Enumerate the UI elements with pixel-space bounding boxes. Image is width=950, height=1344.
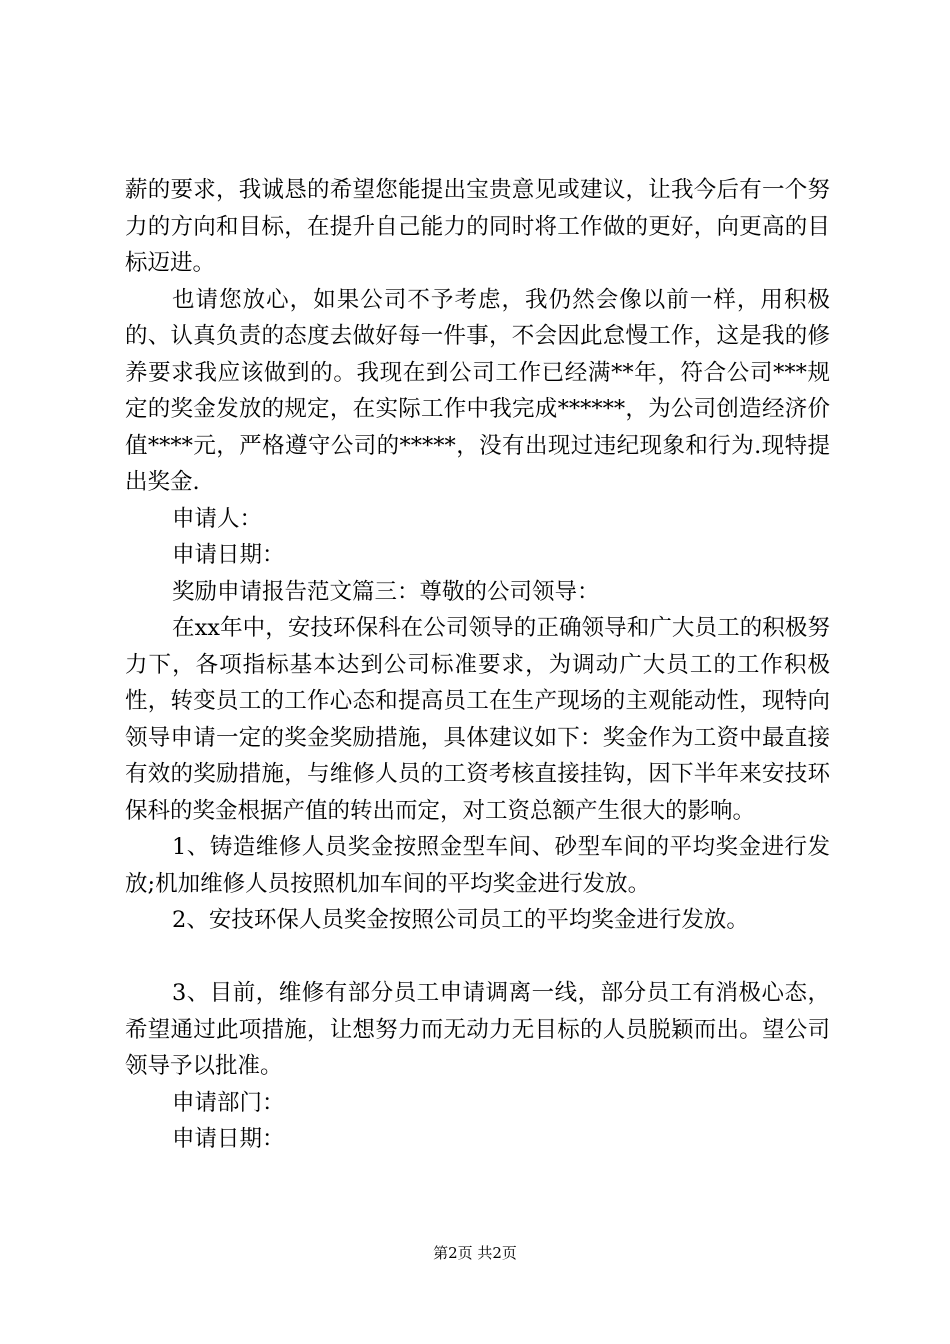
paragraph-salary-request: 薪的要求，我诚恳的希望您能提出宝贵意见或建议，让我今后有一个努力的方向和目标，在提升自己能力的同时将工作做的更好，向更高的目标迈进。 (125, 177, 830, 276)
document-body (125, 172, 830, 1158)
section-heading-sample-three: 奖励申请报告范文篇三：尊敬的公司领导： (172, 578, 600, 605)
paragraph-background: 在xx年中，安技环保科在公司领导的正确领导和广大员工的积极努力下，各项指标基本达到公司标准要求，为调动广大员工的工作积极性，转变员工的工作心态和提高员工在生产现场的主观能动性，现特向领导申请一定的奖金奖励措施，具体建议如下：奖金作为工资中最直接有效的奖励措施，与维修人员的工资考核直接挂钩，因下半年来安技环保科的奖金根据产值的转出而定，对工资总额产生很大的影响。 (125, 615, 830, 824)
blank-line (125, 939, 830, 976)
paragraph-reassurance: 也请您放心，如果公司不予考虑，我仍然会像以前一样，用积极的、认真负责的态度去做好每一件事，不会因此怠慢工作，这是我的修养要求我应该做到的。我现在到公司工作已经满**年，符合公司***规定的奖金发放的规定，在实际工作中我完成******，为公司创造经济价值****元，严格遵守公司的*****，没有出现过违纪现象和行为.现特提出奖金. (125, 286, 830, 495)
application-date-line: 申请日期： (172, 542, 285, 568)
page-footer: 第2页 共2页 (433, 1244, 517, 1262)
list-item-2: 2、安技环保人员奖金按照公司员工的平均奖金进行发放。 (172, 907, 749, 933)
list-item-1: 1、铸造维修人员奖金按照金型车间、砂型车间的平均奖金进行发放;机加维修人员按照机加车间的平均奖金进行发放。 (125, 834, 830, 897)
list-item-3: 3、目前，维修有部分员工申请调离一线，部分员工有消极心态，希望通过此项措施，让想努力而无动力无目标的人员脱颖而出。望公司领导予以批准。 (125, 980, 830, 1079)
applicant-department-line: 申请部门： (172, 1089, 285, 1116)
application-date-line-2: 申请日期： (172, 1126, 285, 1152)
applicant-line: 申请人： (172, 505, 263, 532)
